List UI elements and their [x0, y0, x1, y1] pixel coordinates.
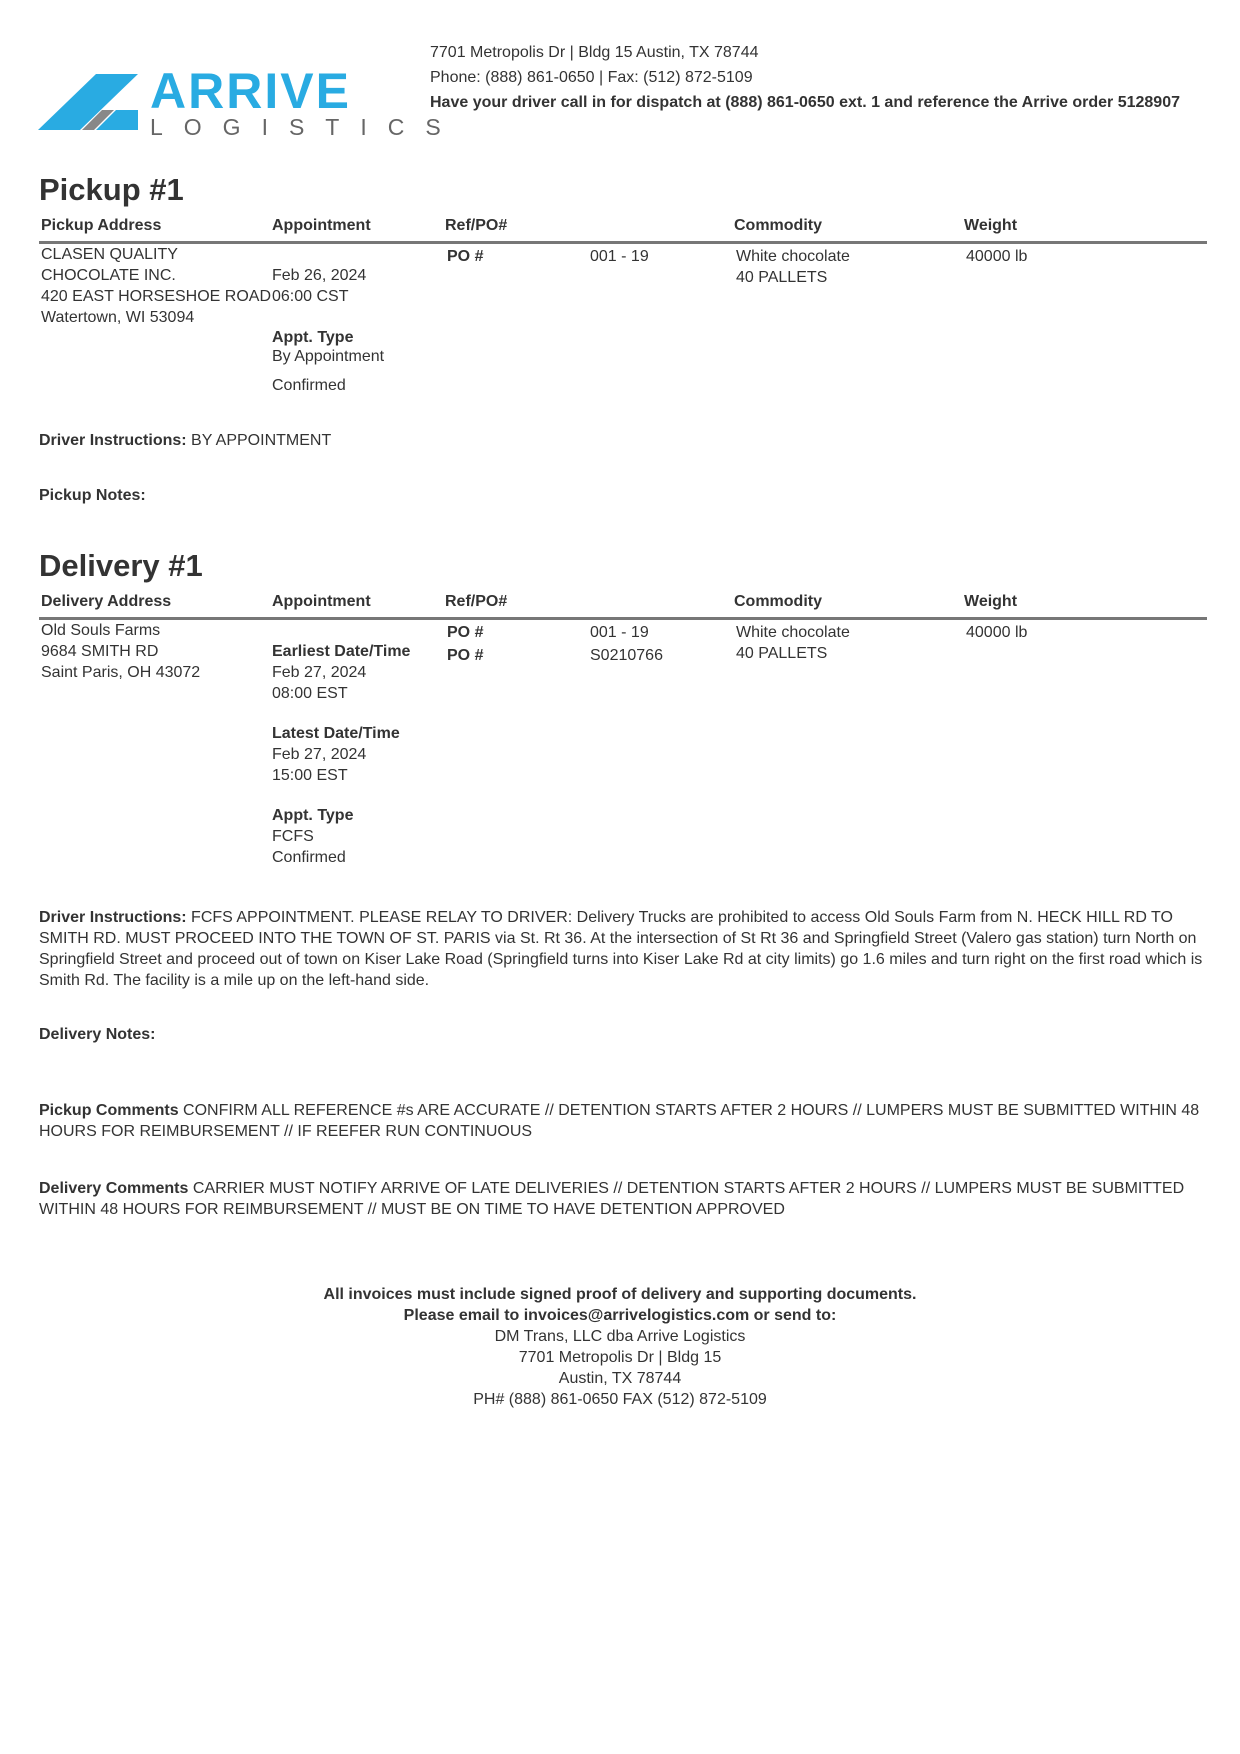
- delivery-driver-instructions-text: FCFS APPOINTMENT. PLEASE RELAY TO DRIVER: Delivery Trucks are prohibited to access Old Souls Farm from N. HECK HILL RD TO SMITH RD. MUST PROCEED INTO THE TOWN OF ST. PARIS via St. Rt 36. At the intersection of St Rt 36 and Springfield Street (Valero gas station) turn North on Springfield Street and proceed out of town on Kiser Lake Road (Springfield turns into Kiser Lake Rd at city limits) go 1.6 miles and turn right on the first road which is Smith Rd. The facility is a mile up on the left-hand side.: [39, 909, 1203, 989]
- pickup-appt-type-block: [272, 327, 432, 396]
- pickup-ref-value: 001 - 19: [590, 248, 649, 265]
- delivery-appt-type: FCFS: [272, 828, 314, 845]
- delivery-address-line: Saint Paris, OH 43072: [41, 664, 201, 681]
- pickup-driver-instructions-label: Driver Instructions:: [39, 432, 187, 449]
- invoice-footer: [270, 1284, 970, 1410]
- delivery-col-address: Delivery Address: [41, 593, 172, 610]
- pickup-col-ref: Ref/PO#: [445, 217, 508, 234]
- pickup-col-appointment: Appointment: [272, 217, 371, 234]
- pickup-title: Pickup #1: [39, 172, 184, 207]
- delivery-comments: [39, 1178, 1209, 1220]
- arrive-logistics-logo: [38, 63, 462, 140]
- delivery-driver-instructions-label: Driver Instructions:: [39, 909, 187, 926]
- delivery-address-line: Old Souls Farms: [41, 622, 161, 639]
- pickup-address-line: 420 EAST HORSESHOE ROAD: [41, 288, 271, 305]
- delivery-latest-date: Feb 27, 2024: [272, 746, 367, 763]
- footer-phone-fax: PH# (888) 861-0650 FAX (512) 872-5109: [473, 1391, 767, 1408]
- logo-mark-icon: [38, 70, 148, 136]
- delivery-ref-label: PO #: [447, 647, 484, 664]
- footer-street: 7701 Metropolis Dr | Bldg 15: [518, 1349, 722, 1366]
- pickup-driver-instructions-text: BY APPOINTMENT: [191, 432, 332, 449]
- footer-city: Austin, TX 78744: [558, 1370, 682, 1387]
- pickup-appt-date: Feb 26, 2024: [272, 267, 367, 284]
- delivery-table-header: [39, 589, 1207, 620]
- delivery-col-ref: Ref/PO#: [445, 593, 508, 610]
- delivery-appt-type-block: [272, 805, 452, 868]
- delivery-notes-label: Delivery Notes:: [39, 1026, 156, 1043]
- pickup-pallets: 40 PALLETS: [736, 269, 828, 286]
- delivery-col-commodity: Commodity: [734, 593, 822, 610]
- delivery-weight: 40000 lb: [966, 624, 1028, 641]
- pickup-appointment: [272, 265, 432, 307]
- company-contact-block: [430, 40, 1180, 115]
- delivery-appt-type-label: Appt. Type: [272, 807, 354, 824]
- delivery-appt-status: Confirmed: [272, 849, 346, 866]
- delivery-comments-text: CARRIER MUST NOTIFY ARRIVE OF LATE DELIVERIES // DETENTION STARTS AFTER 2 HOURS // LUMPERS MUST BE SUBMITTED WITHIN 48 HOURS FOR REIMBURSEMENT // MUST BE ON TIME TO HAVE DETENTION APPROVED: [39, 1180, 1185, 1218]
- dispatch-instructions: Have your driver call in for dispatch at (888) 861-0650 ext. 1 and reference the Arrive order 5128907: [430, 94, 1180, 111]
- company-address: 7701 Metropolis Dr | Bldg 15 Austin, TX 78744: [430, 44, 759, 61]
- delivery-earliest-block: [272, 641, 452, 704]
- delivery-ref-value: 001 - 19: [590, 624, 649, 641]
- delivery-address: [41, 620, 271, 683]
- delivery-comments-label: Delivery Comments: [39, 1180, 189, 1197]
- delivery-latest-time: 15:00 EST: [272, 767, 348, 784]
- pickup-col-weight: Weight: [964, 217, 1018, 234]
- pickup-comments-label: Pickup Comments: [39, 1102, 179, 1119]
- pickup-table-header: [39, 213, 1207, 244]
- pickup-col-address: Pickup Address: [41, 217, 162, 234]
- pickup-notes: [39, 485, 1209, 506]
- delivery-driver-instructions: [39, 907, 1209, 991]
- delivery-notes: [39, 1024, 1209, 1045]
- pickup-appt-time: 06:00 CST: [272, 288, 349, 305]
- pickup-appt-type-label: Appt. Type: [272, 329, 354, 346]
- delivery-latest-block: [272, 723, 452, 786]
- delivery-earliest-date: Feb 27, 2024: [272, 664, 367, 681]
- delivery-pallets: 40 PALLETS: [736, 645, 828, 662]
- pickup-comments-text: CONFIRM ALL REFERENCE #s ARE ACCURATE // DETENTION STARTS AFTER 2 HOURS // LUMPERS MUST BE SUBMITTED WITHIN 48 HOURS FOR REIMBURSEMENT // IF REEFER RUN CONTINUOUS: [39, 1102, 1200, 1140]
- delivery-title: Delivery #1: [39, 548, 203, 583]
- pickup-commodity: [736, 246, 956, 288]
- pickup-address-line: CHOCOLATE INC.: [41, 267, 176, 284]
- pickup-appt-type: By Appointment: [272, 348, 385, 365]
- pickup-comments: [39, 1100, 1209, 1142]
- pickup-col-commodity: Commodity: [734, 217, 822, 234]
- delivery-address-line: 9684 SMITH RD: [41, 643, 159, 660]
- delivery-ref-value: S0210766: [590, 647, 663, 664]
- delivery-earliest-label: Earliest Date/Time: [272, 643, 411, 660]
- delivery-ref-label: PO #: [447, 624, 484, 641]
- logo-wordmark: ARRIVE: [150, 63, 351, 119]
- pickup-address-line: CLASEN QUALITY: [41, 246, 178, 263]
- delivery-col-appointment: Appointment: [272, 593, 371, 610]
- delivery-col-weight: Weight: [964, 593, 1018, 610]
- delivery-commodity-name: White chocolate: [736, 624, 850, 641]
- footer-company-name: DM Trans, LLC dba Arrive Logistics: [494, 1328, 746, 1345]
- footer-invoice-note: All invoices must include signed proof of delivery and supporting documents.: [323, 1286, 917, 1303]
- logo-subtitle: LOGISTICS: [150, 114, 462, 140]
- pickup-driver-instructions: [39, 430, 1209, 451]
- pickup-appt-status: Confirmed: [272, 377, 346, 394]
- pickup-address-line: Watertown, WI 53094: [41, 309, 195, 326]
- pickup-notes-label: Pickup Notes:: [39, 487, 146, 504]
- footer-email-note: Please email to invoices@arrivelogistics.com or send to:: [403, 1307, 837, 1324]
- pickup-commodity-name: White chocolate: [736, 248, 850, 265]
- delivery-earliest-time: 08:00 EST: [272, 685, 348, 702]
- pickup-address: [41, 244, 271, 328]
- pickup-ref-label: PO #: [447, 248, 484, 265]
- delivery-commodity: [736, 622, 956, 664]
- company-phone: Phone: (888) 861-0650 | Fax: (512) 872-5109: [430, 69, 753, 86]
- pickup-weight: 40000 lb: [966, 248, 1028, 265]
- delivery-latest-label: Latest Date/Time: [272, 725, 400, 742]
